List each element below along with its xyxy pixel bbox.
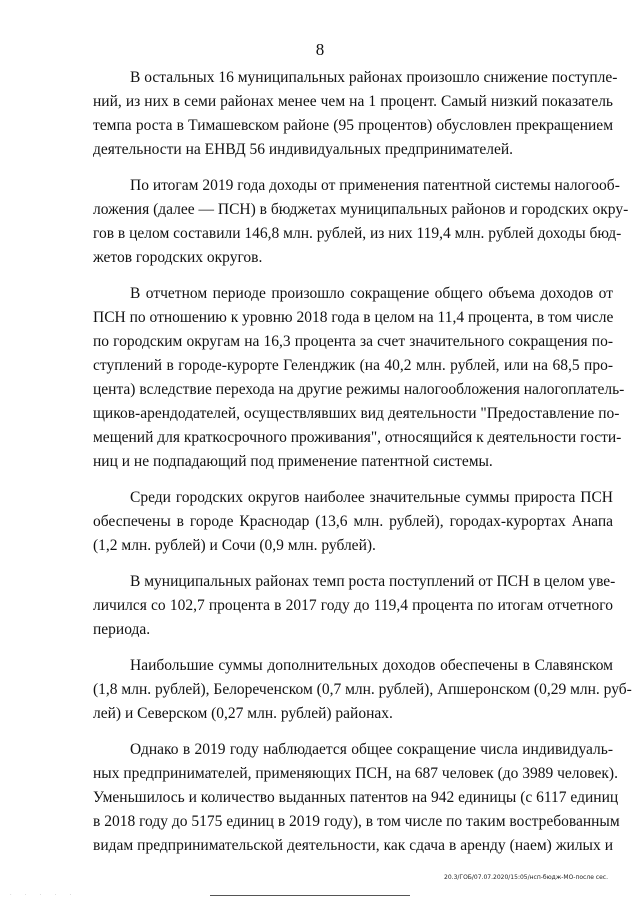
text-line: ложения (далее — ПСН) в бюджетах муниципальных районов и городских окру-	[93, 201, 629, 218]
text-line: Однако в 2019 году наблюдается общее сокращение числа индивидуаль-	[130, 741, 613, 758]
paragraph	[93, 66, 618, 162]
text-line: ниц и не подпадающий под применение патентной системы.	[93, 453, 493, 470]
text-line: в 2018 году до 5175 единиц в 2019 году), в том числе по таким востребованным	[93, 813, 620, 830]
text-line: (1,2 млн. рублей) и Сочи (0,9 млн. рублей).	[93, 537, 376, 554]
scan-artifact-line	[210, 895, 410, 896]
text-line: (1,8 млн. рублей), Белореченском (0,7 млн. рублей), Апшеронском (0,29 млн. руб-	[93, 681, 632, 698]
paragraph	[93, 570, 616, 642]
text-line: мещений для краткосрочного проживания", относящийся к деятельности гости-	[93, 429, 622, 446]
text-line: В муниципальных районах темп роста поступлений от ПСН в целом уве-	[130, 573, 616, 590]
paragraph	[93, 486, 613, 558]
text-line: В остальных 16 муниципальных районах произошло снижение поступле-	[130, 69, 618, 86]
text-line: Уменьшилось и количество выданных патентов на 942 единицы (с 6117 единиц	[93, 789, 619, 806]
text-line: щиков-арендодателей, осуществлявших вид деятельности "Предоставление по-	[93, 405, 620, 422]
paragraph	[93, 738, 620, 858]
text-line: Среди городских округов наиболее значительные суммы прироста ПСН	[130, 489, 613, 506]
paragraph	[93, 654, 632, 726]
text-line: темпа роста в Тимашевском районе (95 процентов) обусловлен прекращением	[93, 117, 613, 134]
text-line: по городским округам на 16,3 процента за счет значительного сокращения по-	[93, 333, 613, 350]
text-line: По итогам 2019 года доходы от применения патентной системы налогооб-	[130, 177, 620, 194]
text-line: обеспечены в городе Краснодар (13,6 млн. рублей), городах-курортах Анапа	[93, 513, 613, 530]
text-line: ПСН по отношению к уровню 2018 года в целом на 11,4 процента, в том числе	[93, 309, 614, 326]
text-line: цента) вследствие перехода на другие режимы налогообложения налогоплатель-	[93, 381, 625, 398]
paragraph	[93, 174, 629, 270]
text-line: гов в целом составили 146,8 млн. рублей, из них 119,4 млн. рублей доходы бюд-	[93, 225, 622, 242]
text-line: Наибольшие суммы дополнительных доходов обеспечены в Славянском	[130, 657, 613, 674]
text-line: ступлений в городе-курорте Геленджик (на 40,2 млн. рублей, или на 68,5 про-	[93, 357, 613, 374]
text-line: видам предпринимательской деятельности, как сдача в аренду (наем) жилых и	[93, 837, 613, 854]
text-line: периода.	[93, 621, 151, 638]
text-line: В отчетном периоде произошло сокращение общего объема доходов от	[130, 285, 613, 302]
page-number: 8	[315, 40, 325, 59]
scan-artifact-dots: · · · · ·	[10, 893, 78, 898]
document-footer-code: 20.3/ГОБ/07.07.2020/15:05/нсп-бюдж-МО-после сес.	[444, 874, 608, 881]
text-line: ных предпринимателей, применяющих ПСН, на 687 человек (до 3989 человек).	[93, 765, 618, 782]
text-line: личился со 102,7 процента в 2017 году до 119,4 процента по итогам отчетного	[93, 597, 613, 614]
body-text	[93, 66, 632, 858]
text-line: лей) и Северском (0,27 млн. рублей) районах.	[93, 705, 393, 722]
paragraph	[93, 282, 625, 474]
text-line: деятельности на ЕНВД 56 индивидуальных предпринимателей.	[93, 141, 514, 158]
text-line: ний, из них в семи районах менее чем на 1 процент. Самый низкий показатель	[93, 93, 613, 110]
text-line: жетов городских округов.	[93, 249, 263, 266]
